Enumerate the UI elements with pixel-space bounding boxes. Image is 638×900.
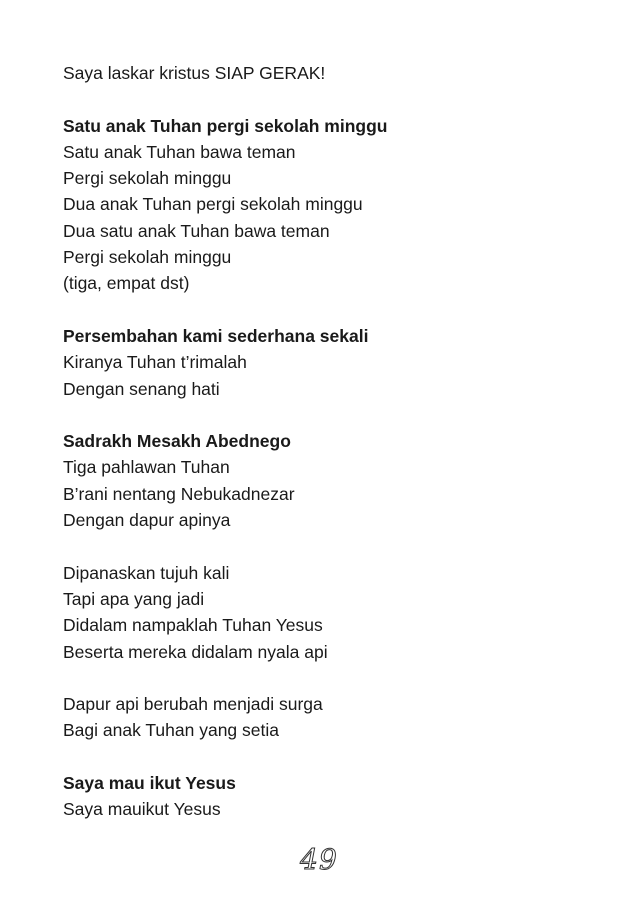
lyric-line: Dapur api berubah menjadi surga bbox=[63, 694, 323, 715]
lyric-line: Beserta mereka didalam nyala api bbox=[63, 641, 328, 662]
lyric-line: Pergi sekolah minggu bbox=[63, 168, 232, 189]
lyric-line: (tiga, empat dst) bbox=[63, 273, 190, 294]
song-title: Persembahan kami sederhana sekali bbox=[63, 325, 369, 346]
lyric-line: Bagi anak Tuhan yang setia bbox=[63, 720, 279, 741]
lyric-line: Tapi apa yang jadi bbox=[63, 588, 205, 609]
stanza-gap bbox=[63, 533, 583, 559]
song-lyrics-page bbox=[63, 60, 583, 823]
lyric-line: Dua satu anak Tuhan bawa teman bbox=[63, 220, 330, 241]
stanza-gap bbox=[63, 86, 583, 112]
lyric-line: B’rani nentang Nebukadnezar bbox=[63, 483, 295, 504]
lyric-line: Didalam nampaklah Tuhan Yesus bbox=[63, 615, 323, 636]
song-title: Satu anak Tuhan pergi sekolah minggu bbox=[63, 115, 388, 136]
page-number: 49 bbox=[300, 843, 338, 876]
stanza-gap bbox=[63, 665, 583, 691]
lyric-line: Satu anak Tuhan bawa teman bbox=[63, 141, 296, 162]
lyric-line: Saya laskar kristus SIAP GERAK! bbox=[63, 63, 326, 83]
stanza-gap bbox=[63, 297, 583, 323]
lyric-line: Dipanaskan tujuh kali bbox=[63, 562, 230, 583]
lyric-line: Saya mauikut Yesus bbox=[63, 799, 221, 820]
song-title: Sadrakh Mesakh Abednego bbox=[63, 431, 291, 452]
stanza-gap bbox=[63, 744, 583, 770]
lyric-line: Dengan senang hati bbox=[63, 378, 220, 399]
stanza-gap bbox=[63, 402, 583, 428]
lyric-line: Dua anak Tuhan pergi sekolah minggu bbox=[63, 194, 363, 215]
lyric-line: Kiranya Tuhan t’rimalah bbox=[63, 352, 247, 373]
song-title: Saya mau ikut Yesus bbox=[63, 773, 236, 794]
lyric-line: Pergi sekolah minggu bbox=[63, 247, 232, 268]
lyric-line: Tiga pahlawan Tuhan bbox=[63, 457, 230, 478]
lyric-line: Dengan dapur apinya bbox=[63, 510, 231, 531]
